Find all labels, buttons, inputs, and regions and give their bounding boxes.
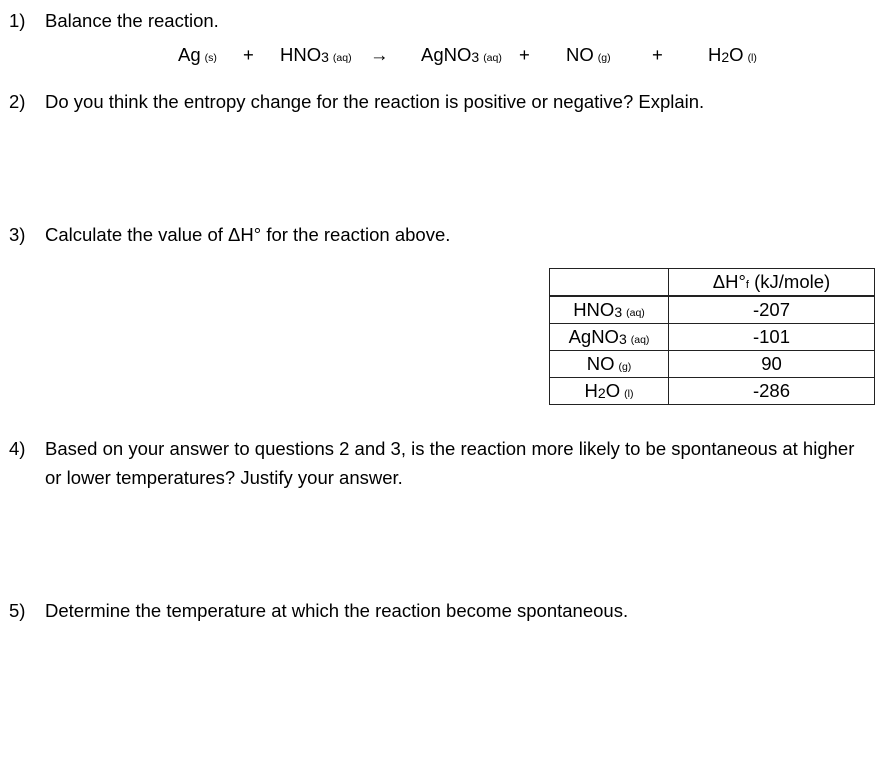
product-agno3: AgNO3 (aq) — [421, 44, 502, 65]
reactant-ag: Ag (s) — [178, 44, 217, 65]
table-row — [550, 296, 875, 324]
question-number: 3) — [9, 224, 26, 245]
plus-sign: + — [519, 44, 530, 65]
table-row — [550, 351, 875, 378]
table-row — [550, 378, 875, 405]
table-header-empty-cell — [550, 269, 669, 297]
plus-sign: + — [243, 44, 254, 65]
product-h2o: H2O (l) — [708, 44, 757, 65]
product-no: NO (g) — [566, 44, 611, 65]
table-header-row — [550, 269, 875, 297]
question-number: 2) — [9, 91, 26, 112]
table-header-cell: ΔH°f (kJ/mole) — [669, 269, 875, 297]
question-3 — [9, 220, 450, 249]
enthalpy-value-cell: 90 — [669, 351, 875, 378]
compound-cell: H2O (l) — [550, 378, 669, 405]
question-5 — [9, 596, 628, 625]
chemical-equation — [0, 44, 882, 74]
question-text: Balance the reaction. — [45, 10, 219, 31]
question-2 — [9, 87, 704, 116]
reaction-arrow: → — [370, 44, 389, 65]
compound-cell: HNO3 (aq) — [550, 296, 669, 324]
question-text: Calculate the value of ΔH° for the reaction above. — [45, 224, 451, 245]
compound-cell: AgNO3 (aq) — [550, 324, 669, 351]
question-number: 4) — [9, 438, 26, 459]
question-number: 1) — [9, 10, 26, 31]
question-1 — [9, 6, 219, 35]
plus-sign: + — [652, 44, 663, 65]
table-row — [550, 324, 875, 351]
question-text: Do you think the entropy change for the reaction is positive or negative? Explain. — [45, 91, 705, 112]
enthalpy-value-cell: -101 — [669, 324, 875, 351]
enthalpy-value-cell: -286 — [669, 378, 875, 405]
question-4 — [9, 434, 869, 492]
enthalpy-table — [549, 268, 875, 405]
reactant-hno3: HNO3 (aq) — [280, 44, 352, 65]
question-text: Determine the temperature at which the reaction become spontaneous. — [45, 600, 629, 621]
enthalpy-value-cell: -207 — [669, 296, 875, 324]
compound-cell: NO (g) — [550, 351, 669, 378]
question-number: 5) — [9, 600, 26, 621]
question-text: Based on your answer to questions 2 and 3, is the reaction more likely to be spontaneous at higher or lower temperatures? Justify your answer. — [45, 438, 855, 488]
